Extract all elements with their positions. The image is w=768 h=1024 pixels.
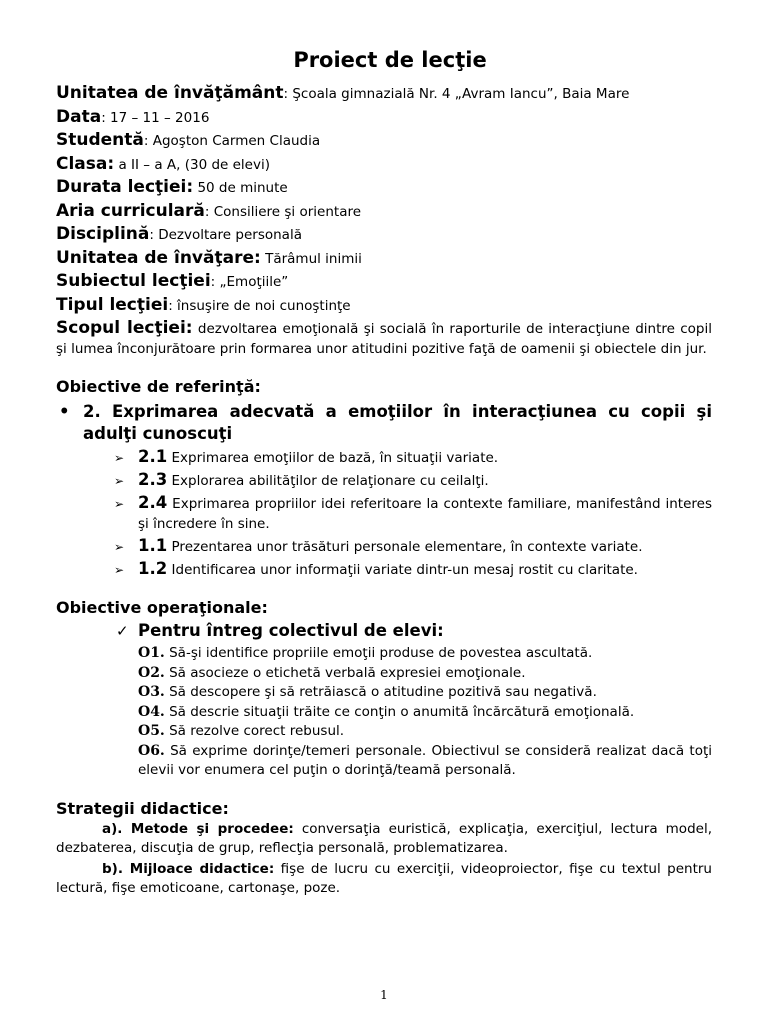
reference-objectives-list: [56, 447, 712, 580]
field-lesson-type: Tipul lecţiei: însuşire de noi cunoştinţe: [56, 294, 351, 315]
section-title-operational-objectives: Obiective operaţionale:: [56, 598, 268, 617]
field-subject: Subiectul lecţiei: „Emoţiile”: [56, 271, 289, 291]
field-class: Clasa: a II – a A, (30 de elevi): [56, 153, 270, 174]
arrowhead-icon: ➢: [114, 451, 125, 465]
bullet-icon: •: [59, 402, 70, 421]
list-item: O3. Să descopere şi să retrăiască o atitudine pozitivă sau negativă.: [138, 684, 597, 700]
list-item: O6. Să exprime dorinţe/temeri personale. Obiectivul se consideră realizat dacă toţi elevii vor enumera cel puţin o dorinţă/teamă personală.: [138, 742, 713, 778]
field-school: Unitatea de învăţământ: Şcoala gimnazială Nr. 4 „Avram Iancu”, Baia Mare: [56, 83, 630, 103]
list-item: O1. Să-şi identifice propriile emoţii produse de povestea ascultată.: [138, 645, 593, 661]
list-item: O4. Să descrie situaţii trăite ce conţin o anumită încărcătură emoţională.: [138, 703, 635, 720]
list-item: ➢ 1.2 Identificarea unor informaţii variate dintr-un mesaj rostit cu claritate.: [114, 559, 638, 578]
list-item: O5. Să rezolve corect rebusul.: [138, 723, 345, 739]
field-duration: Durata lecţiei: 50 de minute: [56, 177, 288, 197]
operational-group: ✓ Pentru întreg colectivul de elevi:: [116, 621, 444, 640]
arrowhead-icon: ➢: [114, 474, 125, 488]
section-title-reference-objectives: Obiective de referinţă:: [56, 377, 261, 396]
info-fields: [56, 82, 712, 359]
page-title: Proiect de lecţie: [293, 48, 487, 72]
strategy-means: b). Mijloace didactice: fişe de lucru cu exerciţii, videoproiector, fişe cu textul pentru lectură, fişe emoticoane, cartonaşe, poze.: [56, 860, 712, 896]
field-date: Data: 17 – 11 – 2016: [56, 106, 210, 127]
list-item: ➢ 2.3 Explorarea abilităţilor de relaţionare cu ceilalţi.: [114, 470, 489, 489]
field-curricular-area: Aria curriculară: Consiliere şi orientare: [56, 200, 362, 221]
strategy-methods: a). Metode şi procedee: conversaţia euristică, explicaţia, exerciţiul, lectura model, dezbaterea, discuţia de grup, reflecţia personală, problematizarea.: [56, 820, 712, 856]
arrowhead-icon: ➢: [114, 540, 125, 554]
field-learning-unit: Unitatea de învăţare: Tărâmul inimii: [56, 247, 362, 268]
field-student: Studentă: Agoşton Carmen Claudia: [56, 130, 321, 150]
list-item: ➢ 1.1 Prezentarea unor trăsături personale elementare, în contexte variate.: [114, 536, 643, 555]
page-number: 1: [380, 988, 388, 1002]
operational-objectives-list: [56, 644, 712, 781]
main-objective: • 2. Exprimarea adecvată a emoţiilor în interacţiunea cu copii şi adulţi cunoscuţi: [59, 402, 712, 443]
arrowhead-icon: ➢: [114, 497, 125, 511]
checkmark-icon: ✓: [116, 622, 129, 640]
list-item: ➢ 2.1 Exprimarea emoţiilor de bază, în situaţii variate.: [114, 447, 499, 466]
list-item: ➢ 2.4 Exprimarea propriilor idei referitoare la contexte familiare, manifestând interes şi încredere în sine.: [114, 493, 712, 532]
arrowhead-icon: ➢: [114, 563, 125, 577]
document-page: [56, 48, 712, 899]
section-title-strategies: Strategii didactice:: [56, 798, 229, 818]
list-item: O2. Să asocieze o etichetă verbală expresiei emoţionale.: [138, 664, 526, 681]
field-scope: Scopul lecţiei: dezvoltarea emoţională şi socială în raporturile de interacţiune dintre copil şi lumea înconjurătoare prin formarea unor atitudini pozitive faţă de oamenii şi obiectele din jur.: [56, 318, 712, 357]
field-discipline: Disciplină: Dezvoltare personală: [56, 224, 302, 244]
